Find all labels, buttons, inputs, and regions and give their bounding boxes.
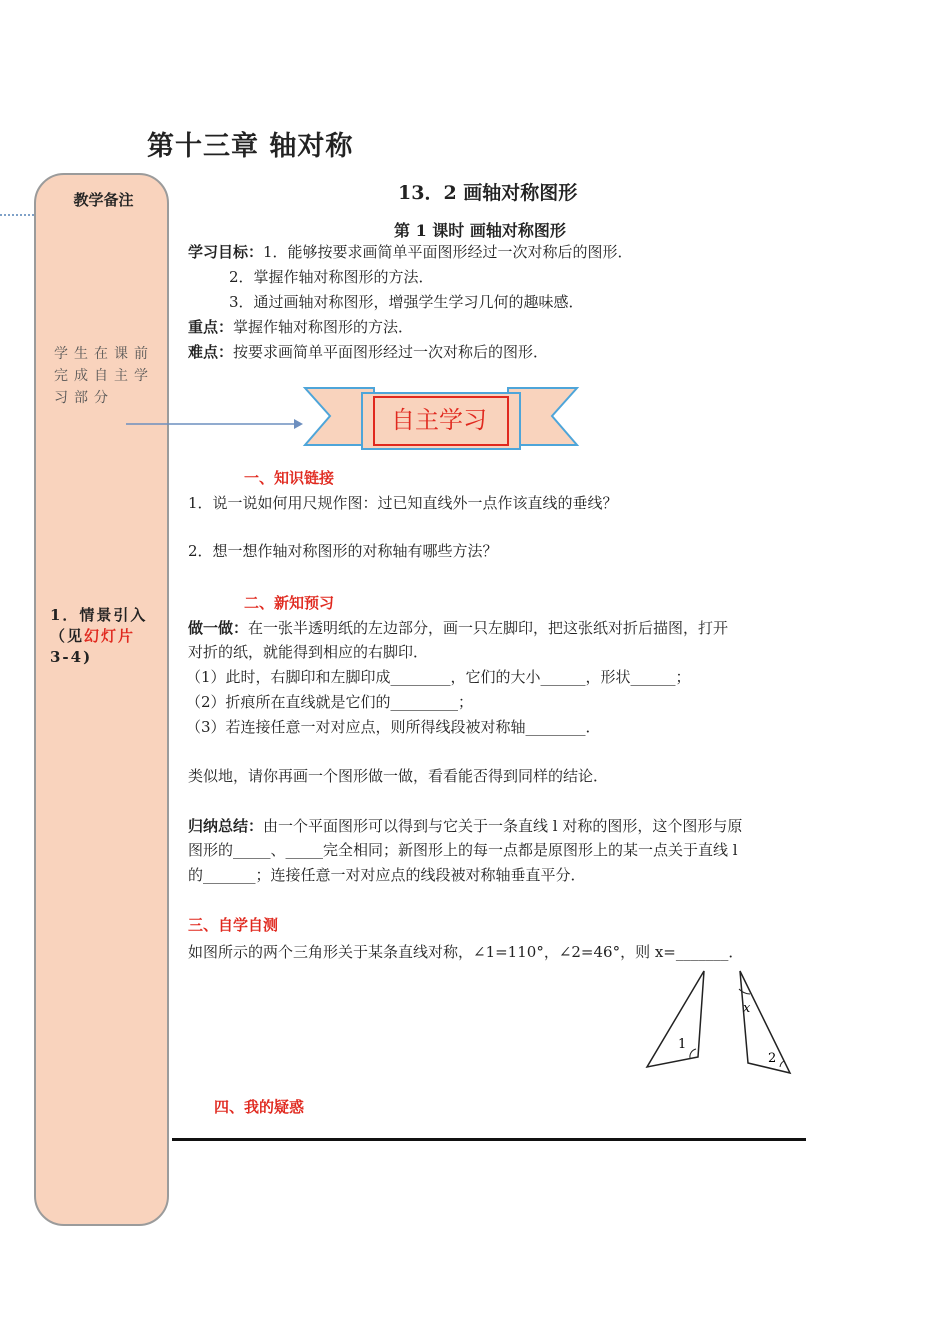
sidebar-intro [50, 605, 162, 668]
bottom-rule [172, 1138, 806, 1141]
similar-note: 类似地，请你再画一个图形做一做，看看能否得到同样的结论． [188, 767, 609, 785]
banner-text: 自主学习 [391, 406, 487, 434]
sidebar-intro-suffix: 3-4) [50, 648, 93, 666]
objective-line-1 [188, 240, 633, 264]
objective-2: 2．掌握作轴对称图形的方法． [229, 268, 434, 286]
summary-line-3: 的_______；连接任意一对对应点的线段被对称轴垂直平分． [188, 866, 586, 884]
summary-label: 归纳总结： [188, 817, 264, 835]
part3-heading: 三、自学自测 [188, 916, 279, 934]
sidebar-note: 学生在课前完成自主学习部分 [54, 346, 154, 406]
part1-question-1: 1．说一说如何用尺规作图：过已知直线外一点作该直线的垂线？ [188, 494, 618, 512]
activity-line-2: 对折的纸，就能得到相应的右脚印． [188, 643, 429, 661]
difficulty [188, 340, 548, 364]
objectives-label: 学习目标： [188, 243, 264, 261]
summary-line-1 [188, 814, 742, 838]
right-triangle [740, 971, 790, 1073]
teaching-notes-sidebar [34, 173, 169, 1226]
part1-question-2: 2．想一想作轴对称图形的对称轴有哪些方法？ [188, 542, 498, 560]
sidebar-intro-prefix: 1．情景引入（见 [50, 606, 148, 645]
objective-1: 1．能够按要求画简单平面图形经过一次对称后的图形． [263, 243, 633, 261]
activity-label: 做一做： [188, 619, 249, 637]
part2-heading: 二、新知预习 [244, 594, 335, 612]
sidebar-intro-highlight: 幻灯片 [84, 627, 136, 645]
left-triangle [647, 971, 704, 1067]
part3-question: 如图所示的两个三角形关于某条直线对称，∠1=110°，∠2=46°，则 x=_______． [188, 943, 744, 961]
section-title: 13．2 画轴对称图形 [398, 182, 578, 204]
symmetric-triangles-figure [640, 965, 800, 1077]
chapter-title: 第十三章 轴对称 [147, 131, 354, 162]
pointer-arrow-icon [124, 414, 304, 434]
key-point-label: 重点： [188, 318, 234, 336]
angle-2-label: 2 [768, 1051, 777, 1066]
angle-1-arc [690, 1049, 696, 1058]
sidebar-title: 教学备注 [73, 191, 134, 209]
key-point-text: 掌握作轴对称图形的方法． [233, 318, 414, 336]
lesson-title: 第 1 课时 画轴对称图形 [394, 221, 566, 240]
difficulty-text: 按要求画简单平面图形经过一次对称后的图形． [233, 343, 549, 361]
angle-x-arc [739, 989, 750, 994]
activity-text-1: 在一张半透明纸的左边部分，画一只左脚印，把这张纸对折后描图，打开 [248, 619, 729, 637]
activity-item-3: （3）若连接任意一对对应点，则所得线段被对称轴________． [186, 718, 601, 736]
difficulty-label: 难点： [188, 343, 234, 361]
objective-3: 3．通过画轴对称图形，增强学生学习几何的趣味感． [229, 293, 584, 311]
activity-line-1 [188, 616, 728, 640]
summary-text-1: 由一个平面图形可以得到与它关于一条直线 l 对称的图形，这个图形与原 [263, 817, 743, 835]
angle-1-label: 1 [678, 1037, 687, 1052]
activity-item-1: （1）此时，右脚印和左脚印成________，它们的大小______，形状______； [186, 668, 691, 686]
activity-item-2: （2）折痕所在直线就是它们的_________； [186, 693, 474, 711]
key-point [188, 315, 413, 339]
part4-heading: 四、我的疑惑 [214, 1098, 305, 1116]
angle-x-label: x [743, 1001, 751, 1016]
summary-line-2: 图形的_____、_____完全相同；新图形上的每一点都是原图形上的某一点关于直线 l [188, 841, 738, 859]
part1-heading: 一、知识链接 [244, 469, 335, 487]
angle-2-arc [780, 1061, 784, 1067]
